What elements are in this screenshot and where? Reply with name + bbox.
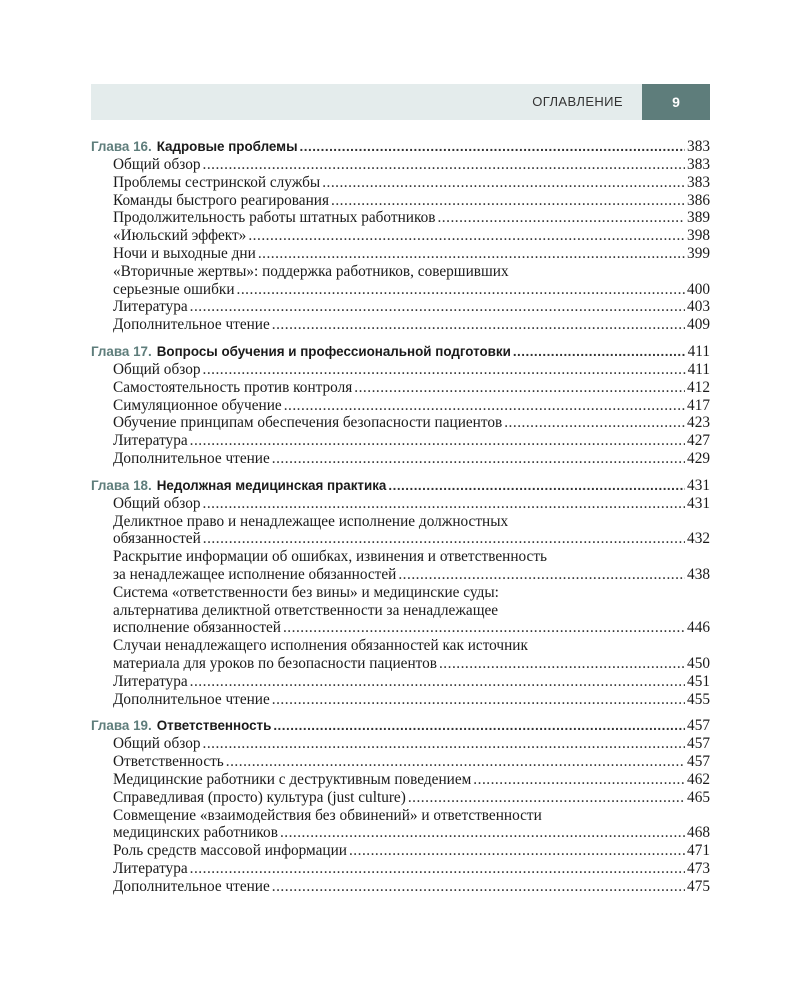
dot-leader bbox=[283, 619, 685, 637]
dot-leader bbox=[437, 209, 685, 227]
entry-title: Обучение принципам обеспечения безопасности пациентов bbox=[113, 414, 503, 432]
entry-title: обязанностей bbox=[113, 530, 201, 548]
entry-page-number: 400 bbox=[687, 280, 710, 298]
dot-leader bbox=[398, 566, 685, 584]
dot-leader bbox=[203, 735, 686, 753]
chapter-heading[interactable] bbox=[91, 477, 710, 495]
toc-entry[interactable] bbox=[91, 878, 710, 896]
entry-page-number: 386 bbox=[687, 191, 710, 209]
toc-entry[interactable] bbox=[91, 414, 710, 432]
entry-title: Литература bbox=[113, 298, 188, 316]
entry-title-line: Деликтное право и ненадлежащее исполнение должностных bbox=[113, 512, 509, 530]
chapter-title: Недолжная медицинская практика bbox=[156, 477, 387, 493]
entry-page-number: 389 bbox=[687, 209, 710, 227]
entry-page-number: 427 bbox=[687, 432, 710, 450]
entry-page-number: 423 bbox=[687, 414, 710, 432]
dot-leader bbox=[408, 789, 685, 807]
entry-title: серьезные ошибки bbox=[113, 280, 235, 298]
toc-chapter bbox=[91, 138, 710, 334]
toc-entry[interactable] bbox=[91, 432, 710, 450]
toc-entry[interactable] bbox=[91, 495, 710, 513]
chapter-heading[interactable] bbox=[91, 138, 710, 156]
entry-page-number: 412 bbox=[687, 378, 710, 396]
chapter-title: Ответственность bbox=[156, 718, 272, 734]
entry-page-number: 409 bbox=[687, 316, 710, 334]
table-of-contents bbox=[91, 138, 710, 895]
entry-page-number: 462 bbox=[687, 770, 710, 788]
entry-title: «Июльский эффект» bbox=[113, 227, 247, 245]
entry-title: Команды быстрого реагирования bbox=[113, 191, 330, 209]
entry-page-number: 431 bbox=[687, 494, 710, 512]
entry-title: Общий обзор bbox=[113, 494, 201, 512]
dot-leader bbox=[203, 495, 686, 513]
entry-title: Общий обзор bbox=[113, 360, 201, 378]
toc-entry[interactable] bbox=[91, 584, 710, 637]
entry-page-number: 457 bbox=[687, 753, 710, 771]
chapter-page-number: 431 bbox=[687, 476, 710, 494]
entry-title-line: «Вторичные жертвы»: поддержка работников, совершивших bbox=[113, 262, 509, 280]
entry-page-number: 429 bbox=[687, 449, 710, 467]
entry-title: Дополнительное чтение bbox=[113, 690, 270, 708]
entry-page-number: 399 bbox=[687, 244, 710, 262]
dot-leader bbox=[272, 691, 685, 709]
toc-entry[interactable] bbox=[91, 156, 710, 174]
dot-leader bbox=[226, 753, 685, 771]
entry-page-number: 451 bbox=[687, 672, 710, 690]
toc-entry[interactable] bbox=[91, 298, 710, 316]
dot-leader bbox=[272, 316, 685, 334]
toc-entry[interactable] bbox=[91, 192, 710, 210]
entry-page-number: 465 bbox=[687, 788, 710, 806]
entry-title: Проблемы сестринской службы bbox=[113, 173, 321, 191]
toc-entry[interactable] bbox=[91, 753, 710, 771]
chapter-title: Вопросы обучения и профессиональной подготовки bbox=[156, 343, 511, 359]
entry-title: медицинских работников bbox=[113, 824, 278, 842]
dot-leader bbox=[237, 281, 686, 299]
toc-chapter bbox=[91, 477, 710, 709]
dot-leader bbox=[439, 655, 685, 673]
entry-title: Дополнительное чтение bbox=[113, 449, 270, 467]
dot-leader bbox=[190, 860, 685, 878]
entry-page-number: 383 bbox=[687, 173, 710, 191]
entry-page-number: 457 bbox=[687, 735, 710, 753]
toc-entry[interactable] bbox=[91, 397, 710, 415]
header-page-number: 9 bbox=[642, 84, 710, 120]
entry-page-number: 455 bbox=[687, 690, 710, 708]
chapter-page-number: 411 bbox=[687, 342, 710, 360]
dot-leader bbox=[248, 227, 685, 245]
dot-leader bbox=[190, 673, 685, 691]
toc-chapter bbox=[91, 717, 710, 895]
toc-entry[interactable] bbox=[91, 379, 710, 397]
dot-leader bbox=[190, 298, 685, 316]
entry-title: Литература bbox=[113, 859, 188, 877]
entry-title: Общий обзор bbox=[113, 156, 201, 173]
entry-title: Общий обзор bbox=[113, 735, 201, 753]
toc-entry[interactable] bbox=[91, 209, 710, 227]
dot-leader bbox=[322, 174, 685, 192]
toc-entry[interactable] bbox=[91, 691, 710, 709]
dot-leader bbox=[190, 432, 685, 450]
toc-entry[interactable] bbox=[91, 263, 710, 299]
entry-page-number: 432 bbox=[687, 530, 710, 548]
entry-title-line: альтернатива деликтной ответственности за ненадлежащее bbox=[113, 601, 499, 619]
entry-title: Ночи и выходные дни bbox=[113, 244, 256, 262]
entry-title: Литература bbox=[113, 432, 188, 450]
dot-leader bbox=[513, 343, 686, 361]
entry-page-number: 417 bbox=[687, 396, 710, 414]
toc-entry[interactable] bbox=[91, 771, 710, 789]
running-header bbox=[91, 84, 710, 120]
toc-entry[interactable] bbox=[91, 245, 710, 263]
dot-leader bbox=[203, 530, 685, 548]
entry-title: Дополнительное чтение bbox=[113, 316, 270, 334]
dot-leader bbox=[280, 824, 685, 842]
entry-page-number: 450 bbox=[687, 654, 710, 672]
dot-leader bbox=[203, 361, 686, 379]
entry-page-number: 438 bbox=[687, 565, 710, 583]
toc-entry[interactable] bbox=[91, 227, 710, 245]
entry-title-line: Система «ответственности без вины» и медицинские суды: bbox=[113, 583, 499, 601]
entry-page-number: 471 bbox=[687, 842, 710, 860]
toc-entry[interactable] bbox=[91, 361, 710, 379]
dot-leader bbox=[388, 477, 685, 495]
chapter-heading[interactable] bbox=[91, 343, 710, 361]
toc-entry[interactable] bbox=[91, 807, 710, 843]
chapter-label: Глава 19. bbox=[91, 718, 152, 734]
entry-title: за ненадлежащее исполнение обязанностей bbox=[113, 565, 397, 583]
toc-entry[interactable] bbox=[91, 860, 710, 878]
dot-leader bbox=[273, 717, 685, 735]
toc-entry[interactable] bbox=[91, 637, 710, 673]
toc-entry[interactable] bbox=[91, 548, 710, 584]
dot-leader bbox=[300, 138, 686, 156]
toc-entry[interactable] bbox=[91, 789, 710, 807]
entry-title: исполнение обязанностей bbox=[113, 619, 281, 637]
chapter-label: Глава 18. bbox=[91, 477, 152, 493]
entry-page-number: 398 bbox=[687, 227, 710, 245]
entry-page-number: 473 bbox=[687, 859, 710, 877]
entry-page-number: 383 bbox=[687, 156, 710, 173]
entry-page-number: 446 bbox=[687, 619, 710, 637]
entry-title: Медицинские работники с деструктивным поведением bbox=[113, 770, 472, 788]
chapter-page-number: 383 bbox=[687, 138, 710, 155]
dot-leader bbox=[272, 450, 685, 468]
entry-title: Ответственность bbox=[113, 753, 224, 771]
entry-page-number: 403 bbox=[687, 298, 710, 316]
dot-leader bbox=[284, 397, 685, 415]
entry-title-line: Раскрытие информации об ошибках, извинения и ответственность bbox=[113, 548, 547, 566]
chapter-title: Кадровые проблемы bbox=[156, 139, 298, 154]
toc-entry[interactable] bbox=[91, 174, 710, 192]
dot-leader bbox=[473, 771, 685, 789]
entry-title: материала для уроков по безопасности пациентов bbox=[113, 654, 437, 672]
toc-entry[interactable] bbox=[91, 513, 710, 549]
dot-leader bbox=[354, 379, 685, 397]
toc-chapter bbox=[91, 343, 710, 468]
entry-title: Справедливая (просто) культура (just culture) bbox=[113, 788, 406, 806]
toc-entry[interactable] bbox=[91, 316, 710, 334]
toc-entry[interactable] bbox=[91, 842, 710, 860]
toc-entry[interactable] bbox=[91, 450, 710, 468]
entry-title: Симуляционное обучение bbox=[113, 396, 282, 414]
entry-page-number: 411 bbox=[687, 360, 710, 378]
dot-leader bbox=[272, 878, 685, 896]
chapter-heading[interactable] bbox=[91, 717, 710, 735]
chapter-page-number: 457 bbox=[687, 717, 710, 735]
entry-title: Литература bbox=[113, 672, 188, 690]
chapter-label: Глава 16. bbox=[91, 139, 152, 154]
entry-page-number: 468 bbox=[687, 824, 710, 842]
entry-title: Самостоятельность против контроля bbox=[113, 378, 353, 396]
header-title: ОГЛАВЛЕНИЕ bbox=[532, 94, 623, 109]
dot-leader bbox=[504, 414, 685, 432]
entry-title-line: Совмещение «взаимодействия без обвинений» и ответственности bbox=[113, 806, 542, 824]
toc-entry[interactable] bbox=[91, 735, 710, 753]
chapter-label: Глава 17. bbox=[91, 343, 152, 359]
dot-leader bbox=[258, 245, 685, 263]
dot-leader bbox=[331, 192, 685, 210]
entry-title: Дополнительное чтение bbox=[113, 877, 270, 895]
entry-page-number: 475 bbox=[687, 877, 710, 895]
entry-title: Роль средств массовой информации bbox=[113, 842, 347, 860]
dot-leader bbox=[349, 842, 685, 860]
toc-entry[interactable] bbox=[91, 673, 710, 691]
entry-title-line: Случаи ненадлежащего исполнения обязанностей как источник bbox=[113, 637, 528, 655]
dot-leader bbox=[203, 156, 686, 174]
entry-title: Продолжительность работы штатных работников bbox=[113, 209, 436, 227]
